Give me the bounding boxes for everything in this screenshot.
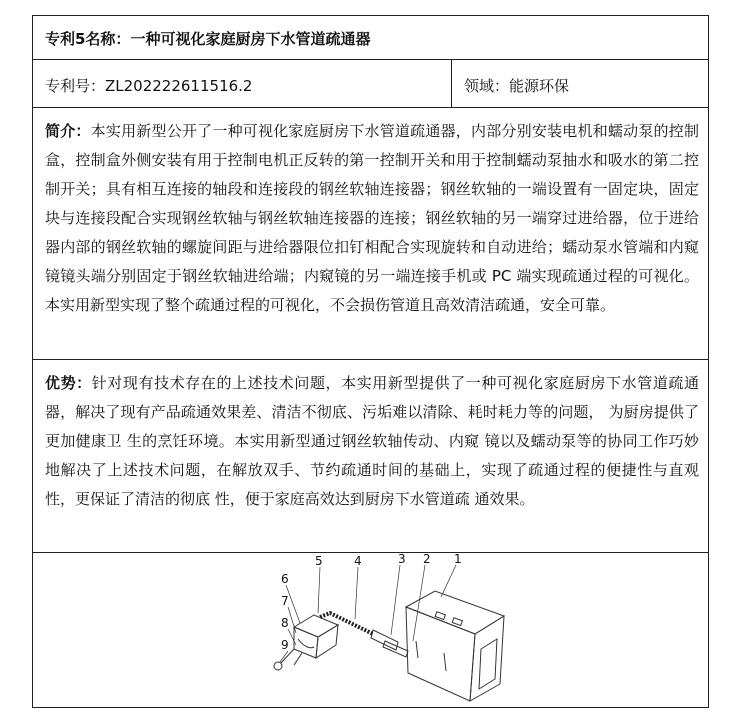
title-row (33, 16, 708, 60)
info-row (33, 60, 708, 108)
advantage-label: 优势： (45, 374, 92, 392)
label-2: 2 (423, 553, 431, 566)
patent-number: 专利号：ZL202222611516.2 (45, 77, 253, 95)
patent-field: 领域：能源环保 (464, 77, 570, 95)
summary-paragraph (45, 117, 699, 320)
feeder (294, 615, 338, 658)
column-divider (451, 60, 452, 107)
label-6: 6 (281, 572, 289, 586)
advantage-text: 针对现有技术存在的上述技术问题，本实用新型提供了一种可视化家庭厨房下水管道疏通器，解决了现有产品疏通效果差、清洁不彻底、污垢难以清除、耗时耗力等的问题， 为厨房提供了更加健康卫 生的烹饪环境。本实用新型通过钢丝软轴传动、内窥 镜以及蠕动泵等的协同工作巧妙地解决了上述技术问题，在解放双手、节约疏通时间的基础上，实现了疏通过程的便捷性与直观性，更保证了清洁的彻底 性，便于家庭高效达到厨房下水管道疏 通效果。 (45, 374, 699, 508)
label-1: 1 (454, 553, 462, 566)
endoscope-head (274, 649, 302, 670)
label-8: 8 (281, 616, 289, 630)
advantage-paragraph (45, 369, 699, 514)
label-9: 9 (281, 638, 289, 652)
advantage-row (33, 360, 708, 553)
shaft-connector (371, 630, 408, 657)
device-drawing (238, 553, 518, 708)
label-4: 4 (354, 554, 362, 568)
summary-label: 简介： (45, 122, 91, 140)
label-3: 3 (398, 553, 406, 566)
patent-table (32, 15, 709, 708)
control-box (406, 591, 504, 701)
label-7: 7 (281, 594, 289, 608)
patent-title: 专利5名称：一种可视化家庭厨房下水管道疏通器 (45, 30, 371, 48)
leader-lines (280, 565, 456, 662)
label-5: 5 (315, 554, 323, 568)
summary-row (33, 108, 708, 360)
summary-text: 本实用新型公开了一种可视化家庭厨房下水管道疏通器，内部分别安装电机和蠕动泵的控制盒，控制盒外侧安装有用于控制电机正反转的第一控制开关和用于控制蠕动泵抽水和吸水的第二控制开关；具有相互连接的轴段和连接段的钢丝软轴连接器；钢丝软轴的一端设置有一固定块，固定块与连接段配合实现钢丝软轴与钢丝软轴连接器的连接；钢丝软轴的另一端穿过进给器，位于进给器内部的钢丝软轴的螺旋间距与进给器限位扣钉相配合实现旋转和自动进给；蠕动泵水管端和内窥镜镜头端分别固定于钢丝软轴进给端；内窥镜的另一端连接手机或 PC 端实现疏通过程的可视化。本实用新型实现了整个疏通过程的可视化，不会损伤管道且高效清洁疏通，安全可靠。 (45, 122, 699, 314)
figure-row (33, 553, 708, 708)
